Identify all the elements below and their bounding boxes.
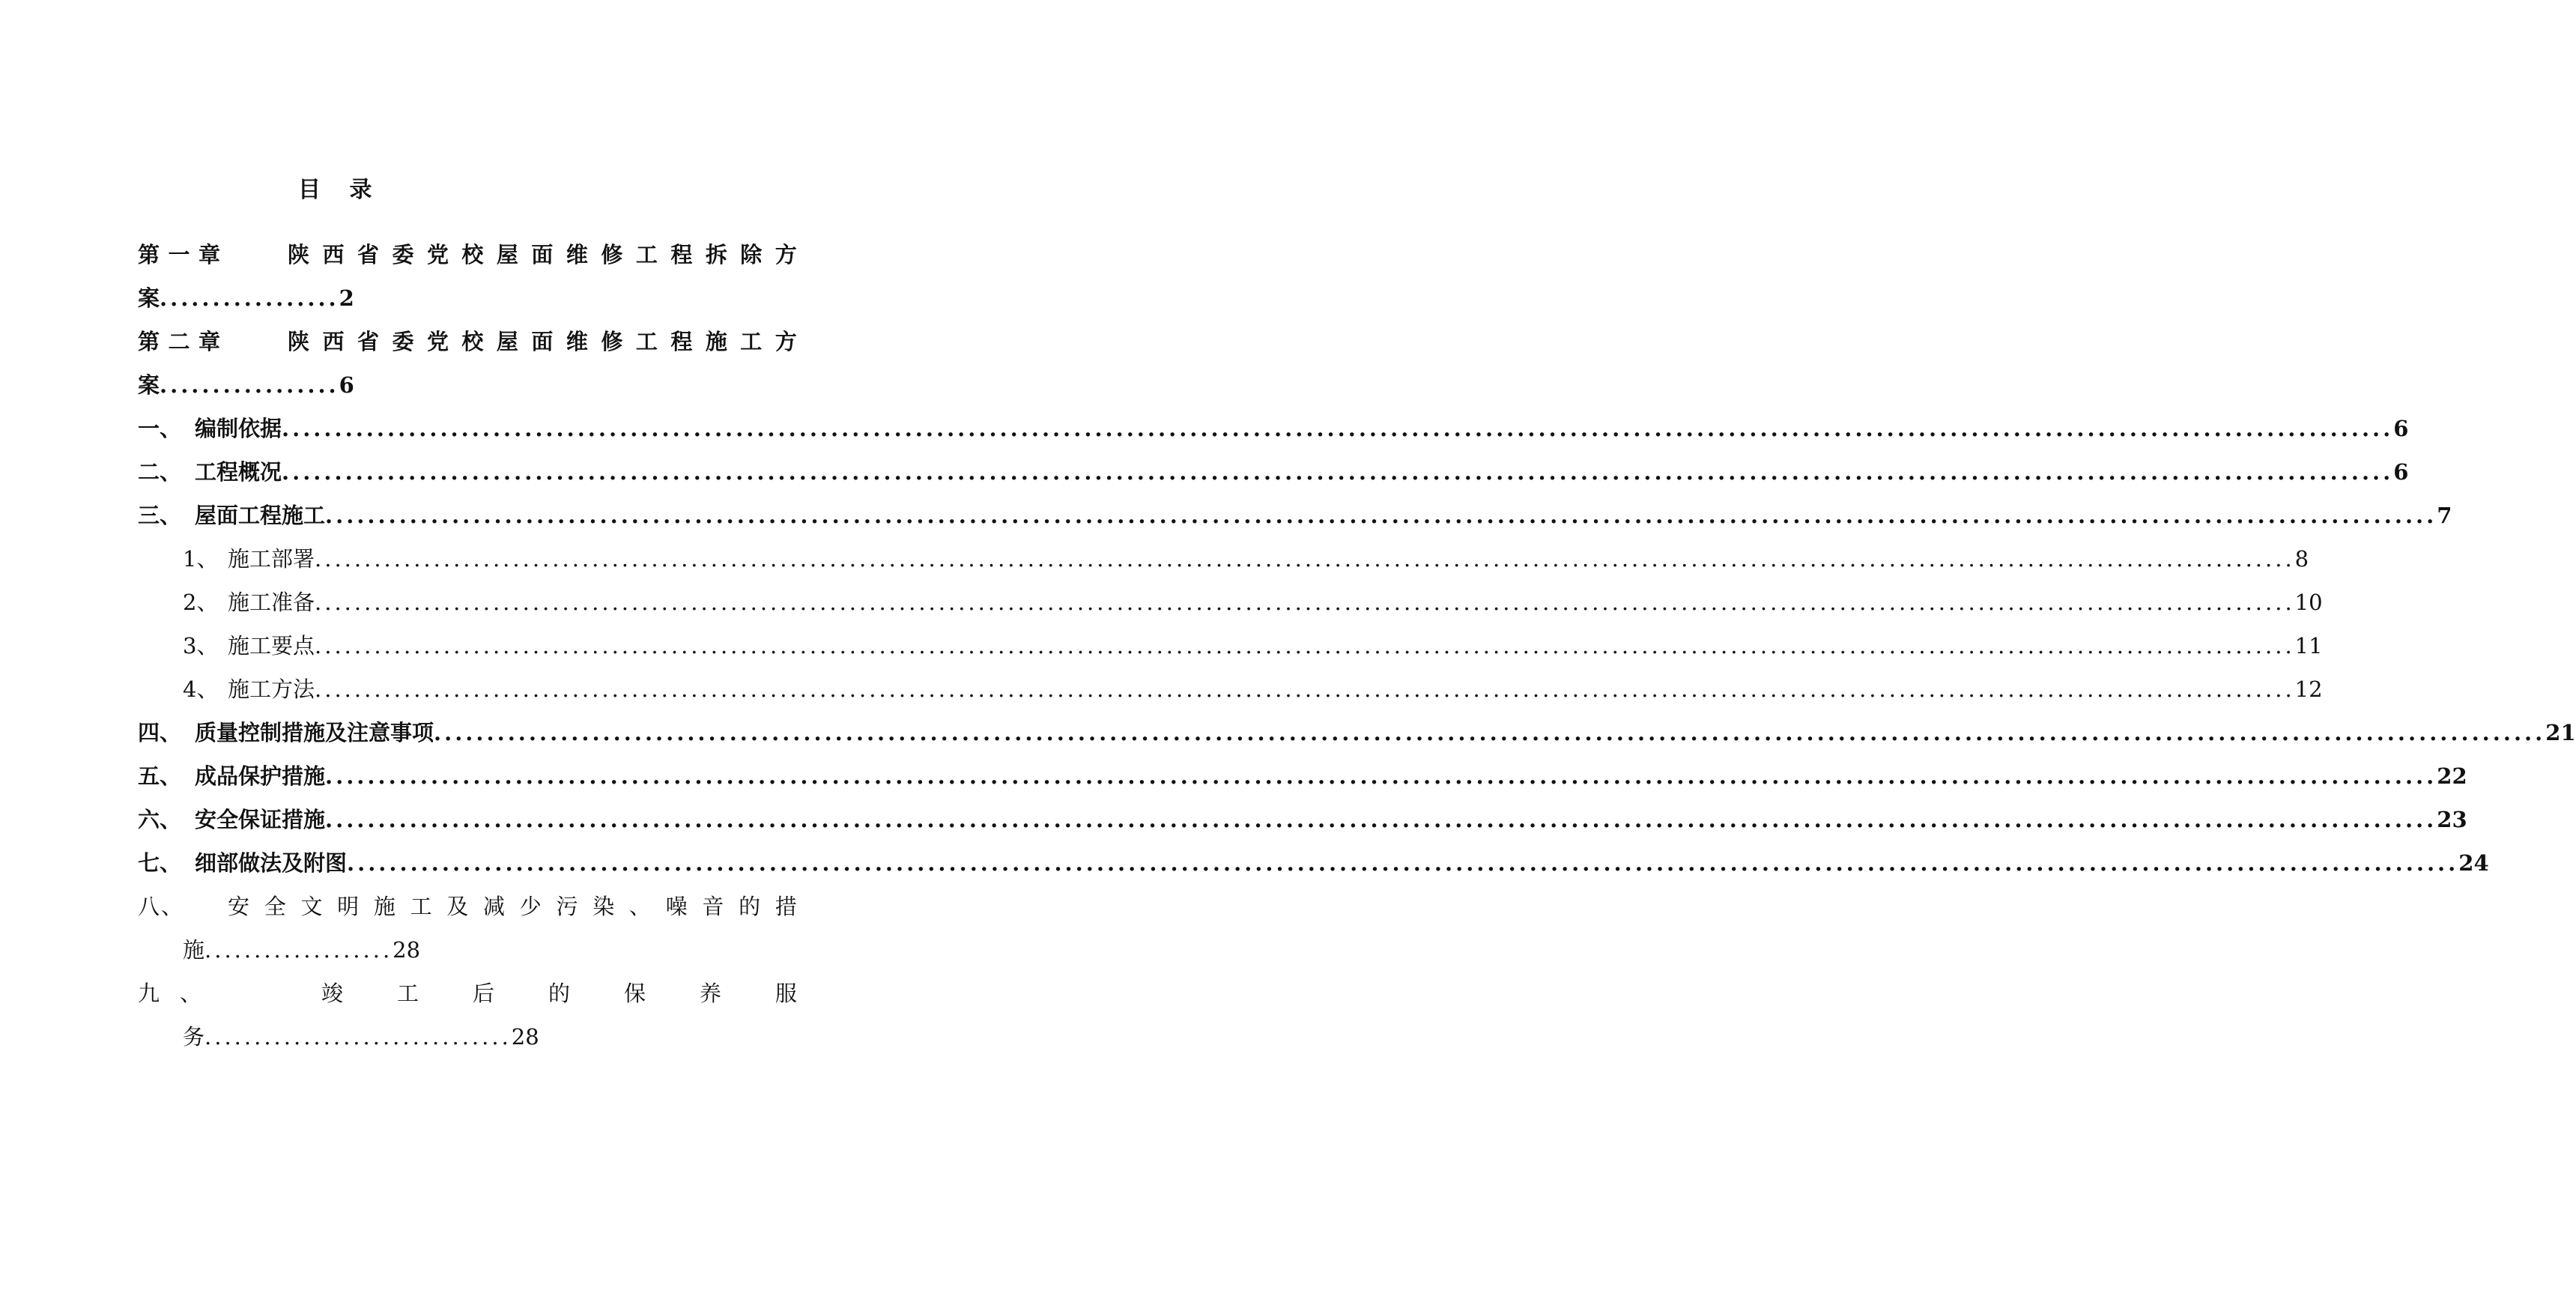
- toc-char: 污: [556, 894, 578, 919]
- page-number: 12: [2294, 676, 2323, 702]
- toc-char: 文: [300, 894, 323, 919]
- toc-entry-section-5[interactable]: [138, 761, 2467, 791]
- section-number: 六、: [138, 807, 182, 832]
- toc-char: 除: [740, 242, 763, 267]
- toc-char: 程: [670, 329, 693, 354]
- toc-char: 安: [228, 894, 250, 919]
- toc-char: 二: [168, 329, 190, 354]
- toc-char: 、: [628, 894, 651, 919]
- toc-char: 陕: [288, 242, 310, 267]
- page-number: 7: [2437, 503, 2452, 528]
- section-title: 安全保证措施: [195, 807, 326, 832]
- toc-char: 第: [138, 242, 160, 267]
- toc-entry-section-1[interactable]: [138, 414, 2409, 443]
- section-number: [138, 978, 201, 1008]
- toc-char: 章: [198, 242, 220, 267]
- chapter-1-tail: 案: [138, 285, 160, 311]
- dot-leader: ........................................................................................................................................................................................................: [325, 807, 2437, 832]
- toc-char: 屋: [496, 242, 518, 267]
- toc-char: 西: [322, 242, 345, 267]
- section-title: 质量控制措施及注意事项: [195, 720, 434, 745]
- toc-char: 全: [264, 894, 286, 919]
- chapter-2-line1[interactable]: [138, 327, 797, 357]
- toc-char: 后: [472, 981, 494, 1006]
- chapter-1-leader: .................: [160, 285, 339, 311]
- section-number: 二、: [138, 459, 182, 485]
- toc-char: 西: [322, 329, 345, 354]
- toc-char: 党: [426, 329, 449, 354]
- toc-char: 省: [357, 329, 379, 354]
- dot-leader: ........................................................................................................................................................................................................: [347, 850, 2459, 876]
- chapter-1-page: 2: [339, 285, 354, 311]
- toc-entry-section-7[interactable]: [138, 848, 2489, 878]
- subsection-title: 施工方法: [228, 676, 315, 702]
- toc-char: 八: [138, 894, 160, 919]
- toc-char: 工: [740, 329, 763, 354]
- page-number: 10: [2294, 590, 2323, 615]
- section-number: 七、: [138, 850, 182, 876]
- section-8-tail: 施: [183, 937, 205, 963]
- toc-char: 方: [775, 329, 797, 354]
- toc-char: 维: [566, 329, 588, 354]
- page-number: 11: [2294, 633, 2323, 658]
- toc-char: 染: [593, 894, 615, 919]
- toc-char: 竣: [321, 981, 344, 1006]
- toc-entry-subsection-3[interactable]: [138, 631, 2323, 661]
- chapter-title: [288, 327, 797, 357]
- dot-leader: ........................................................................................................................................................................................................: [282, 459, 2394, 485]
- toc-char: 一: [168, 242, 190, 267]
- toc-char: 第: [138, 329, 160, 354]
- toc-char: 噪: [665, 894, 688, 919]
- toc-char: 维: [566, 242, 588, 267]
- section-8-leader: ...................: [204, 937, 393, 963]
- chapter-label: [138, 327, 220, 357]
- page-number: 6: [2393, 416, 2409, 441]
- subsection-number: 3、: [183, 633, 219, 658]
- section-title: 屋面工程施工: [195, 503, 326, 528]
- toc-char: 九: [138, 981, 160, 1006]
- toc-title: 目 录: [298, 177, 383, 203]
- toc-char: 明: [337, 894, 360, 919]
- toc-entry-section-3[interactable]: [138, 500, 2452, 530]
- page-number: 21: [2545, 720, 2576, 745]
- toc-char: 音: [702, 894, 724, 919]
- page-number: 24: [2458, 850, 2489, 876]
- subsection-number: 2、: [183, 590, 219, 615]
- toc-char: 保: [623, 981, 646, 1006]
- section-number: 一、: [138, 416, 182, 441]
- toc-char: 修: [601, 329, 623, 354]
- toc-char: 陕: [288, 329, 310, 354]
- toc-entry-section-6[interactable]: [138, 805, 2467, 835]
- chapter-2-page: 6: [339, 372, 354, 398]
- dot-leader: ........................................................................................................................................................................................................: [315, 676, 2295, 702]
- toc-char: 施: [373, 894, 396, 919]
- page-number: 22: [2437, 763, 2467, 789]
- toc-char: 校: [461, 329, 484, 354]
- toc-char: 少: [519, 894, 542, 919]
- dot-leader: ........................................................................................................................................................................................................: [325, 503, 2437, 528]
- dot-leader: ........................................................................................................................................................................................................: [325, 763, 2437, 789]
- dot-leader: ........................................................................................................................................................................................................: [282, 416, 2394, 441]
- toc-entry-subsection-4[interactable]: [138, 674, 2323, 704]
- section-number: 三、: [138, 503, 182, 528]
- toc-char: 工: [410, 894, 432, 919]
- toc-entry-subsection-1[interactable]: [138, 544, 2309, 574]
- chapter-1-line1[interactable]: [138, 240, 797, 270]
- dot-leader: ........................................................................................................................................................................................................: [315, 546, 2295, 572]
- section-8-line2[interactable]: [183, 935, 842, 965]
- page-number: 6: [2393, 459, 2409, 485]
- dot-leader: ........................................................................................................................................................................................................: [315, 633, 2295, 658]
- section-title: 成品保护措施: [195, 763, 326, 789]
- toc-char: 程: [670, 242, 693, 267]
- toc-char: 、: [160, 894, 183, 919]
- chapter-title: [288, 240, 797, 270]
- subsection-title: 施工准备: [228, 590, 315, 615]
- section-number: [138, 891, 183, 921]
- toc-char: 、: [179, 981, 201, 1006]
- toc-char: 养: [699, 981, 721, 1006]
- dot-leader: ........................................................................................................................................................................................................: [434, 720, 2546, 745]
- toc-char: 措: [775, 894, 797, 919]
- toc-char: 委: [392, 242, 414, 267]
- section-title: [228, 891, 797, 921]
- chapter-2-tail: 案: [138, 372, 160, 398]
- page-number: 23: [2437, 807, 2467, 832]
- subsection-number: 4、: [183, 676, 219, 702]
- page-number: 8: [2294, 546, 2309, 572]
- toc-entry-section-4[interactable]: [138, 718, 2576, 748]
- toc-char: 工: [635, 329, 658, 354]
- section-title: [321, 978, 797, 1008]
- dot-leader: ........................................................................................................................................................................................................: [315, 590, 2295, 615]
- toc-char: 面: [531, 242, 554, 267]
- section-9-line1[interactable]: [138, 978, 797, 1008]
- section-9-tail: 务: [183, 1024, 205, 1050]
- toc-char: 拆: [705, 242, 727, 267]
- subsection-title: 施工要点: [228, 633, 315, 658]
- subsection-title: 施工部署: [228, 546, 315, 572]
- toc-char: 的: [548, 981, 570, 1006]
- section-9-line2[interactable]: [183, 1022, 842, 1052]
- chapter-2-leader: .................: [160, 372, 339, 398]
- toc-char: 章: [198, 329, 220, 354]
- toc-char: 面: [531, 329, 554, 354]
- toc-char: 的: [739, 894, 761, 919]
- chapter-1-line2[interactable]: [138, 283, 797, 313]
- section-number: 四、: [138, 720, 182, 745]
- chapter-label: [138, 240, 220, 270]
- toc-char: 修: [601, 242, 623, 267]
- toc-char: 工: [635, 242, 658, 267]
- toc-char: 服: [775, 981, 797, 1006]
- toc-char: 方: [775, 242, 797, 267]
- section-8-line1[interactable]: [138, 891, 797, 921]
- toc-char: 工: [396, 981, 419, 1006]
- toc-entry-section-2[interactable]: [138, 457, 2409, 487]
- toc-char: 减: [483, 894, 506, 919]
- toc-char: 屋: [496, 329, 518, 354]
- toc-char: 校: [461, 242, 484, 267]
- subsection-number: 1、: [183, 546, 219, 572]
- toc-char: 委: [392, 329, 414, 354]
- toc-char: 党: [426, 242, 449, 267]
- toc-char: 省: [357, 242, 379, 267]
- section-9-leader: ...............................: [204, 1024, 512, 1050]
- section-title: 工程概况: [195, 459, 282, 485]
- toc-entry-subsection-2[interactable]: [138, 587, 2323, 617]
- toc-char: 及: [446, 894, 469, 919]
- toc-char: 施: [705, 329, 727, 354]
- section-title: 编制依据: [195, 416, 282, 441]
- section-8-page: 28: [393, 937, 421, 963]
- section-9-page: 28: [511, 1024, 539, 1050]
- chapter-2-line2[interactable]: [138, 370, 797, 400]
- section-number: 五、: [138, 763, 182, 789]
- section-title: 细部做法及附图: [195, 850, 348, 876]
